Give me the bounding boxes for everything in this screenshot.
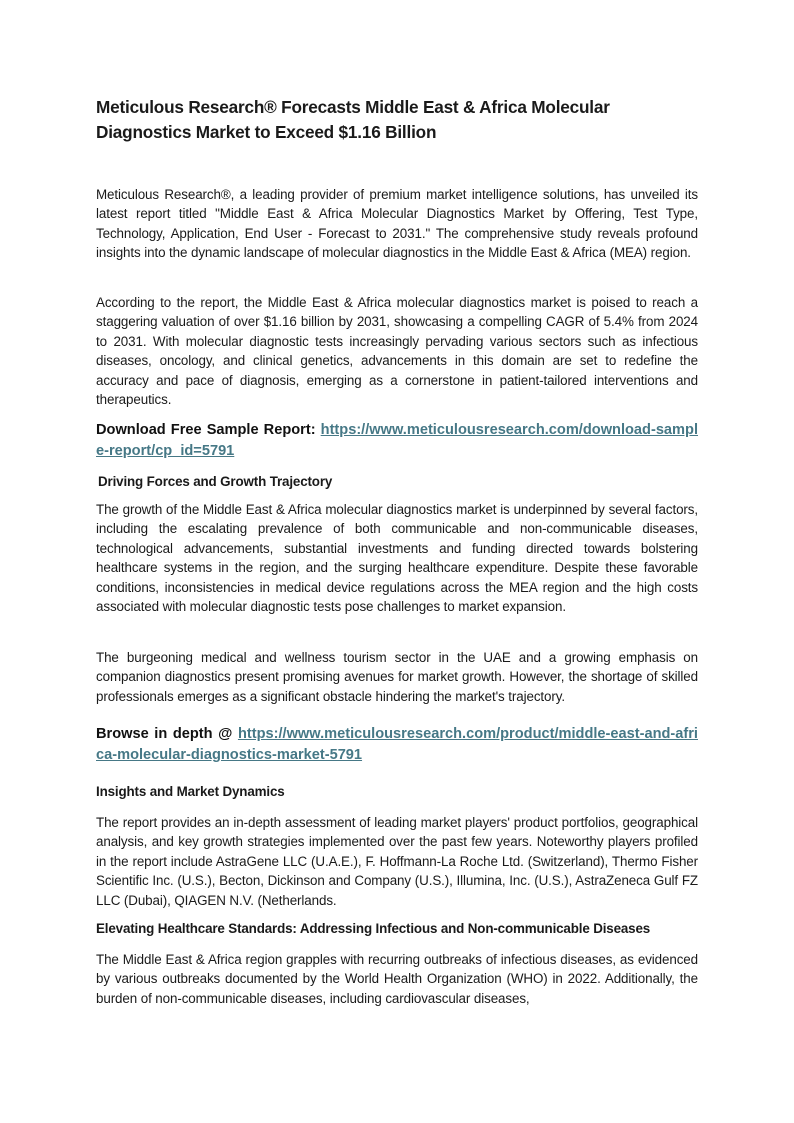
download-sample-label: Download Free Sample Report: xyxy=(96,422,316,438)
intro-paragraph: Meticulous Research®, a leading provider of premium market intelligence solutions, has unveiled its latest report titled "Middle East & Africa Molecular Diagnostics Market by Offering, Test Type, Technology, Application, End User - Forecast to 2031." The comprehensive study reveals profound insights into the dynamic landscape of molecular diagnostics in the Middle East & Africa (MEA) region. xyxy=(96,187,698,261)
market-valuation-paragraph: According to the report, the Middle East & Africa molecular diagnostics market is poised to reach a staggering valuation of over $1.16 billion by 2031, showcasing a compelling CAGR of 5.4% from 2024 to 2031. With molecular diagnostic tests increasingly pervading various sectors such as infectious diseases, oncology, and clinical genetics, advancements in this domain are set to redefine the accuracy and pace of diagnosis, emerging as a cornerstone in patient-tailored interventions and therapeutics. xyxy=(96,295,698,408)
browse-in-depth-line xyxy=(96,724,698,766)
infectious-diseases-paragraph: The Middle East & Africa region grapples with recurring outbreaks of infectious diseases, as evidenced by various outbreaks documented by the World Health Organization (WHO) in 2022. Additionally, the burden of non-communicable diseases, including cardiovascular diseases, xyxy=(96,952,698,1006)
browse-in-depth-label: Browse in depth @ xyxy=(96,726,233,742)
insights-paragraph: The report provides an in-depth assessment of leading market players' product portfolios, geographical analysis, and key growth strategies implemented over the past few years. Noteworthy players profiled in the report include AstraGene LLC (U.A.E.), F. Hoffmann-La Roche Ltd. (Switzerland), Thermo Fisher Scientific Inc. (U.S.), Becton, Dickinson and Company (U.S.), Illumina, Inc. (U.S.), AstraZeneca Gulf FZ LLC (Dubai), QIAGEN N.V. (Netherlands. xyxy=(96,815,698,908)
heading-insights: Insights and Market Dynamics xyxy=(96,784,285,799)
download-sample-link[interactable]: https://www.meticulousresearch.com/download-sample-report/cp_id=5791 xyxy=(96,422,698,459)
tourism-paragraph: The burgeoning medical and wellness tourism sector in the UAE and a growing emphasis on companion diagnostics present promising avenues for market growth. However, the shortage of skilled professionals emerges as a significant obstacle hindering the market's trajectory. xyxy=(96,650,698,704)
heading-driving-forces: Driving Forces and Growth Trajectory xyxy=(98,474,333,489)
document-title: Meticulous Research® Forecasts Middle East & Africa Molecular Diagnostics Market to Exceed $1.16 Billion xyxy=(96,97,610,142)
download-sample-line xyxy=(96,420,698,462)
heading-elevating-standards: Elevating Healthcare Standards: Addressing Infectious and Non-communicable Diseases xyxy=(96,921,651,936)
browse-in-depth-link[interactable]: https://www.meticulousresearch.com/product/middle-east-and-africa-molecular-diagnostics-market-5791 xyxy=(96,726,698,763)
growth-factors-paragraph: The growth of the Middle East & Africa molecular diagnostics market is underpinned by several factors, including the escalating prevalence of both communicable and non-communicable diseases, technological advancements, substantial investments and funding directed towards bolstering healthcare systems in the region, and the surging healthcare expenditure. Despite these favorable conditions, inconsistencies in medical device regulations across the MEA region and the high costs associated with molecular diagnostic tests pose challenges to market expansion. xyxy=(96,502,698,615)
